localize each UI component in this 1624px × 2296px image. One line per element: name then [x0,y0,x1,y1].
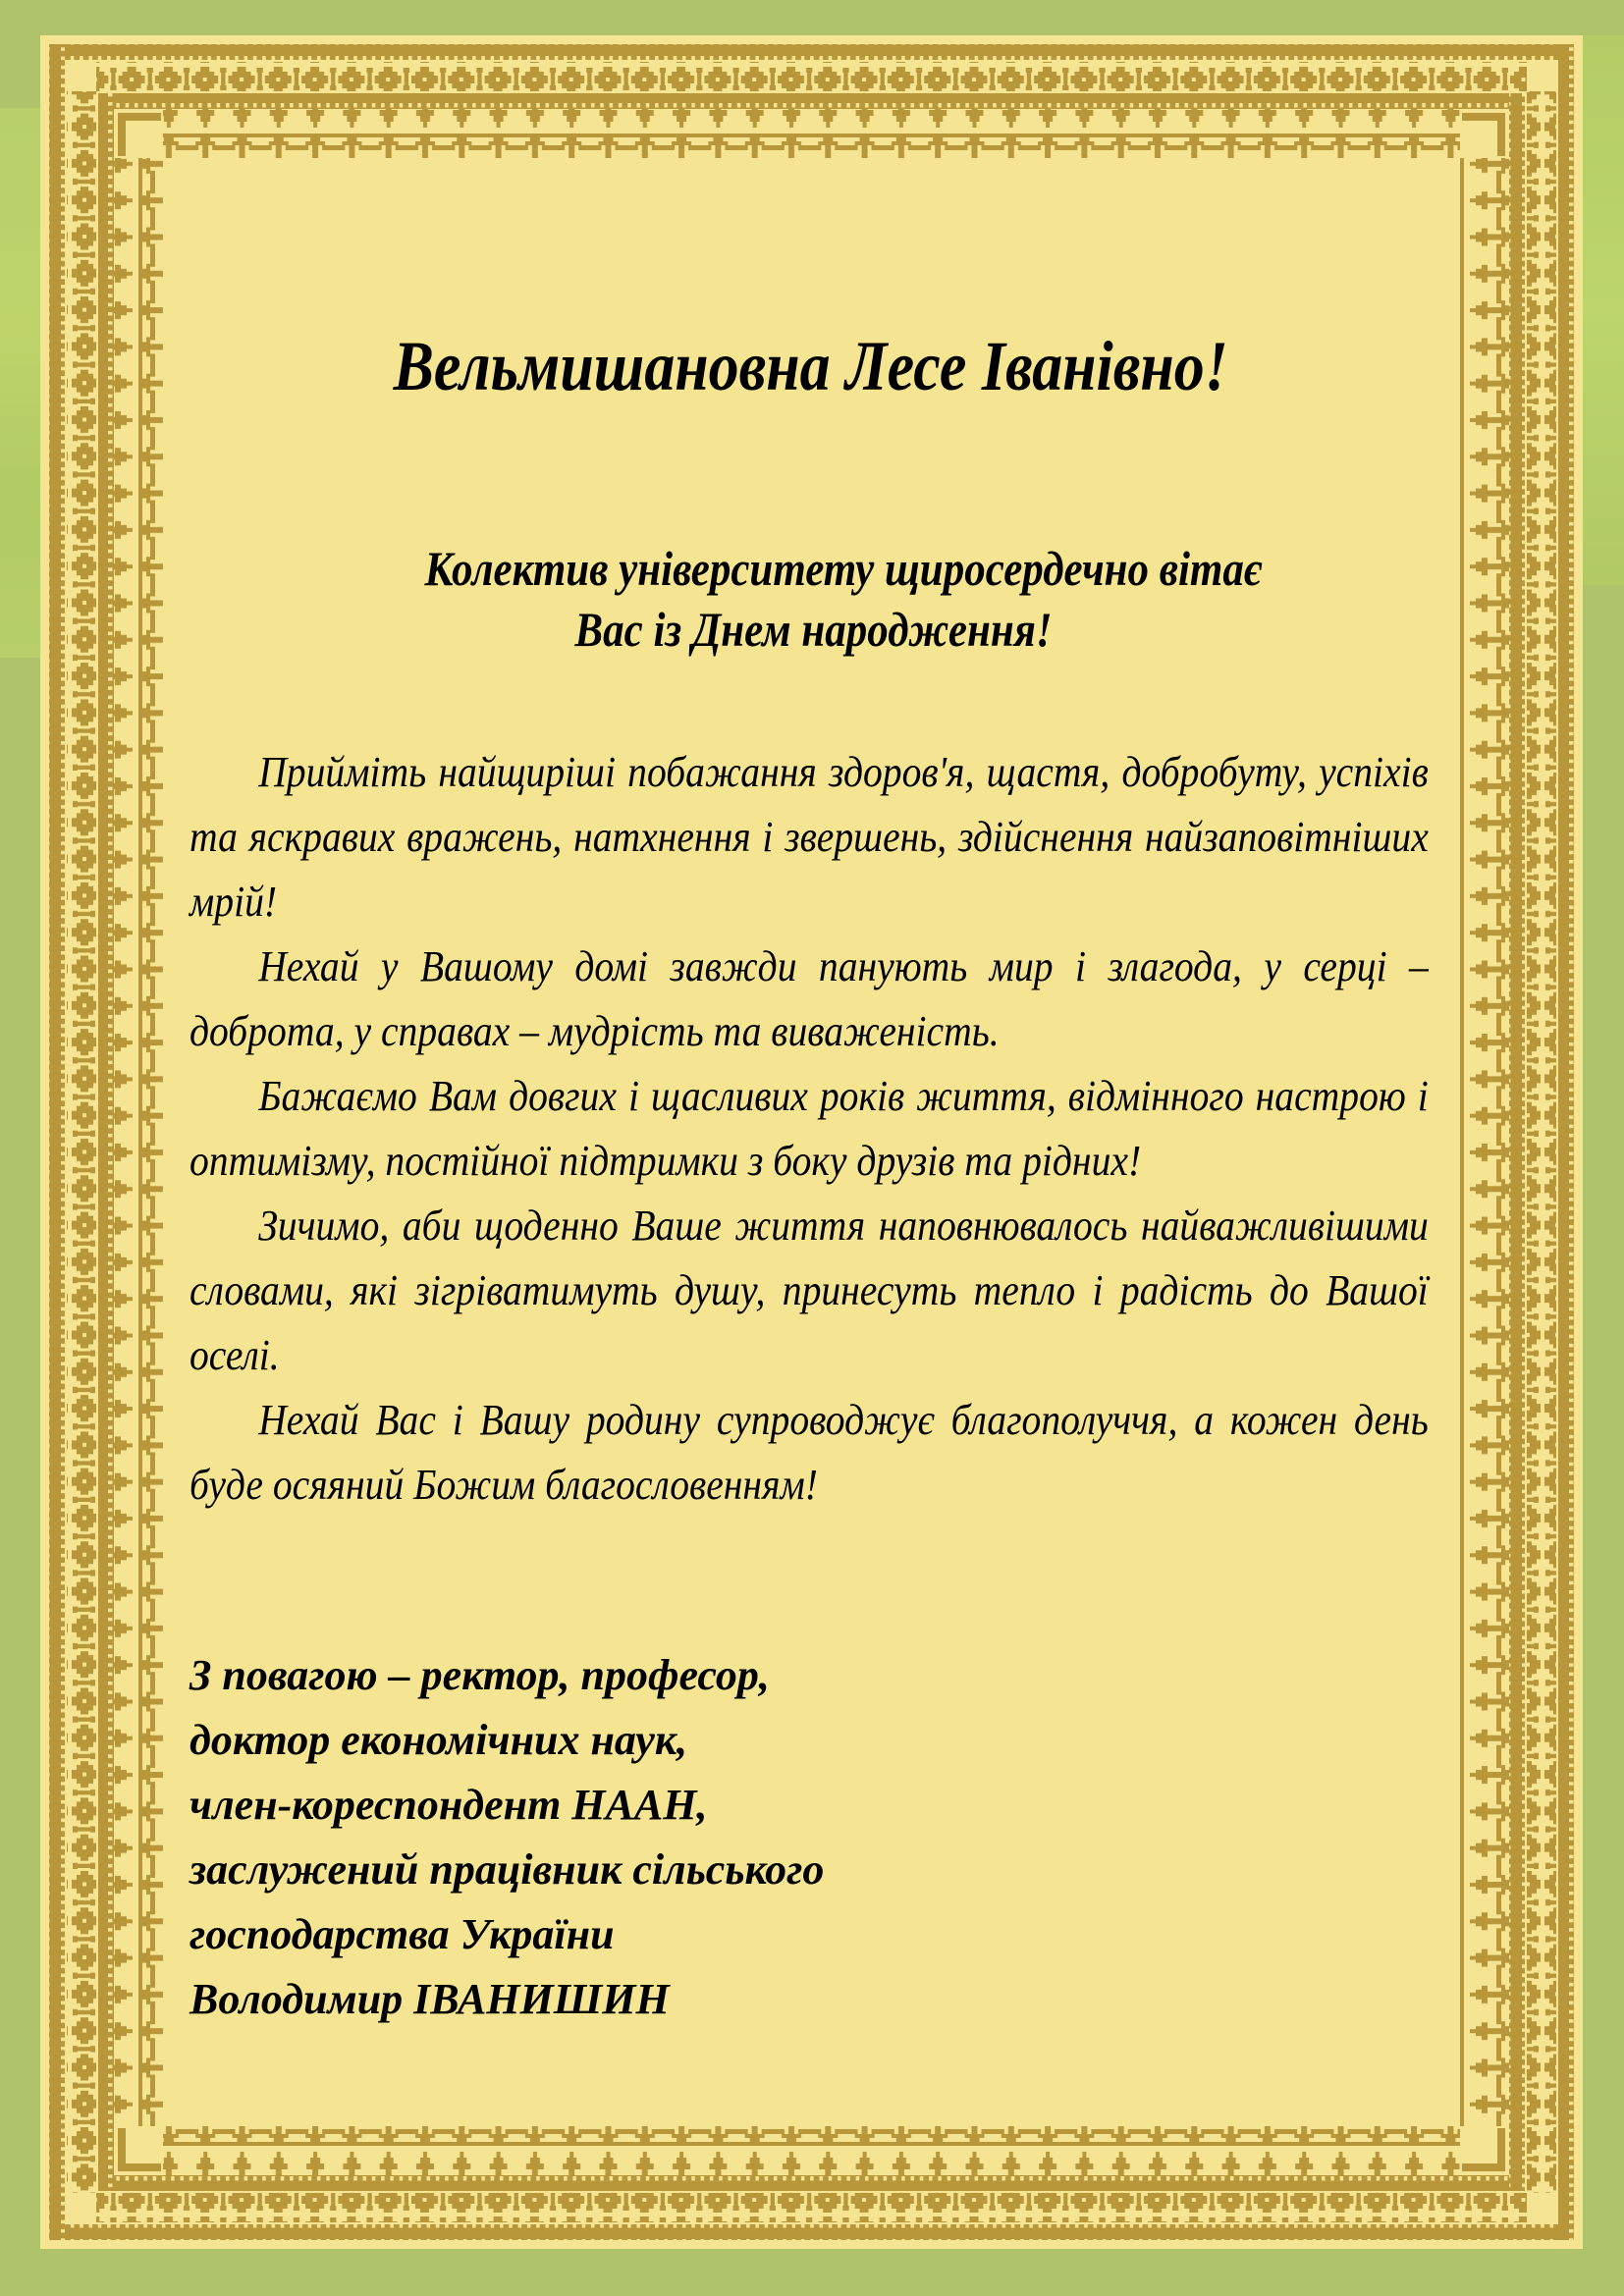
signature-line: господарства України [189,1910,615,1958]
paragraph-blessing: Нехай Вас і Вашу родину супроводжує благополуччя, а кожен день буде осяяний Божим благословенням! [189,1396,1429,1509]
paragraph-years: Бажаємо Вам довгих і щасливих років життя, відмінного настрою і оптимізму, постійної підтримки з боку друзів та рідних! [189,1072,1429,1185]
letter-content [40,35,1583,2249]
background-foliage-left [0,108,40,658]
signature-block [189,1643,824,2032]
signature-line: заслужений працівник сільського [189,1845,825,1894]
paragraph-wishes: Прийміть найщиріші побажання здоров'я, щастя, добробуту, успіхів та яскравих вражень, натхнення і звершень, здійснення найзаповітніших мрій! [189,748,1429,926]
background-foliage-right [1583,35,1624,585]
signature-line: З повагою – ректор, професор, [189,1651,770,1699]
signature-name: Володимир ІВАНИШИН [189,1975,670,2023]
greeting-line-2: Вас із Днем народження! [574,602,1053,657]
greeting-heading [150,538,1477,660]
letter-body [189,740,1429,1518]
paragraph-home: Нехай у Вашому домі завжди панують мир і злагода, у серці – доброта, у справах – мудрість та виваженість. [189,942,1429,1055]
signature-line: член-кореспондент НААН, [189,1781,708,1829]
signature-line: доктор економічних наук, [189,1716,688,1764]
paragraph-life: Зичимо, аби щоденно Ваше життя наповнювалось найважливішими словами, які зігріватимуть душу, принесуть тепло і радість до Вашої оселі. [189,1201,1429,1379]
letter-title: Вельмишановна Лесе Іванівно! [393,327,1228,405]
greeting-line-1: Колектив університету щиросердечно вітає [424,541,1262,596]
letter-page [40,35,1583,2249]
